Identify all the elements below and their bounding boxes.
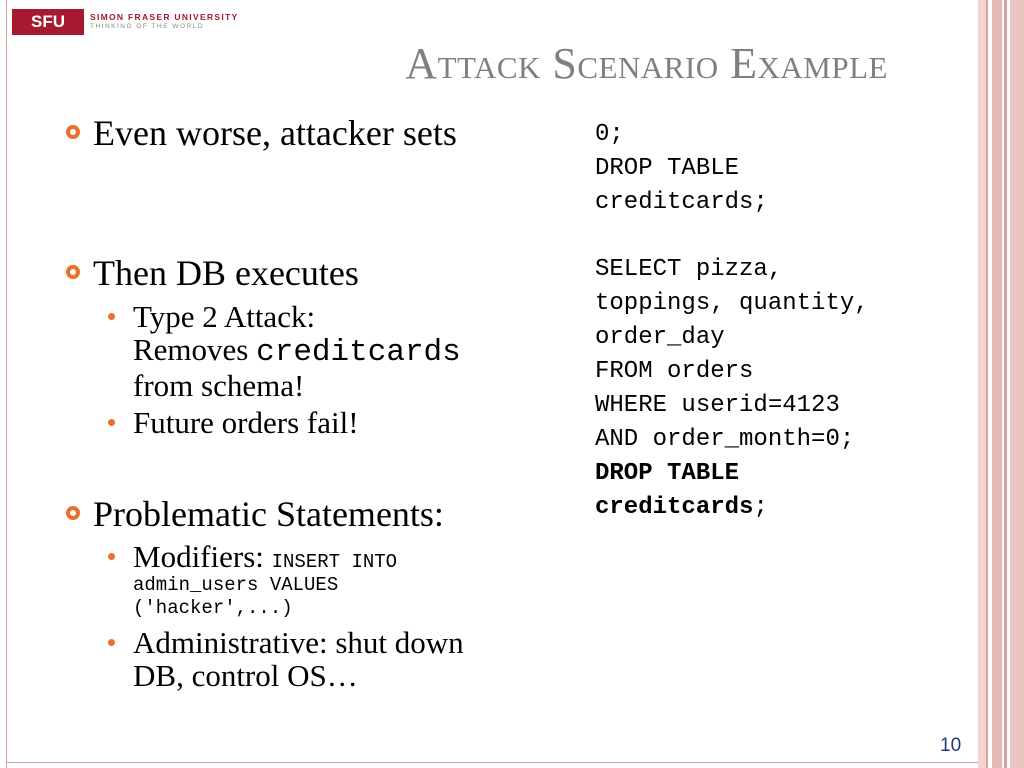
bullet-marker-icon (66, 265, 80, 279)
page-number: 10 (940, 735, 962, 756)
decorative-stripes (978, 0, 1024, 768)
code-line-bold: DROP TABLE (595, 460, 740, 487)
sub-bullet-type2-attack: Type 2 Attack: Removes creditcards from schema! (108, 300, 461, 402)
code-executed-query (595, 253, 869, 525)
sub-bullet-dot-icon (108, 639, 115, 646)
bullet-marker-icon (66, 125, 80, 139)
code-line: DROP TABLE (595, 155, 740, 182)
sfu-logo (12, 9, 238, 35)
slide-left-border (6, 0, 7, 768)
code-line: toppings, quantity, (595, 290, 869, 317)
inline-code-creditcards: creditcards (256, 335, 461, 370)
sub-bullet-dot-icon (108, 553, 115, 560)
code-line: 0; (595, 121, 624, 148)
code-line: AND order_month=0; (595, 426, 855, 453)
code-semicolon: ; (753, 494, 768, 521)
code-line: order_day (595, 324, 725, 351)
inline-code-admin-users: admin_users VALUES (133, 574, 339, 596)
slide-title: Attack Scenario Example (405, 39, 888, 88)
logo-abbr: SFU (12, 9, 84, 35)
code-injected-value (595, 118, 768, 220)
sub-bullet-modifiers: Modifiers: INSERT INTO admin_users VALUES ('hacker',...) (108, 540, 397, 620)
logo-university-name: SIMON FRASER UNIVERSITY (90, 12, 239, 22)
bullet-marker-icon (66, 506, 80, 520)
code-line: SELECT pizza, (595, 256, 783, 283)
slide-bottom-border (6, 762, 981, 763)
inline-code-hacker: ('hacker',...) (133, 597, 293, 619)
bullet-problematic-statements: Problematic Statements: (66, 494, 444, 534)
sub-bullet-future-orders: Future orders fail! (108, 406, 359, 439)
sub-bullet-administrative: Administrative: shut down DB, control OS… (108, 626, 464, 692)
code-line: FROM orders (595, 358, 754, 385)
code-line: WHERE userid=4123 (595, 392, 840, 419)
logo-tagline: THINKING OF THE WORLD (90, 23, 205, 30)
sub-bullet-dot-icon (108, 313, 115, 320)
code-line: creditcards; (595, 189, 768, 216)
bullet-db-executes: Then DB executes (66, 253, 359, 293)
inline-code-insert: INSERT INTO (271, 551, 398, 573)
bullet-attacker-sets: Even worse, attacker sets (66, 113, 457, 153)
code-line-bold: creditcards (595, 494, 754, 521)
sub-bullet-dot-icon (108, 419, 115, 426)
